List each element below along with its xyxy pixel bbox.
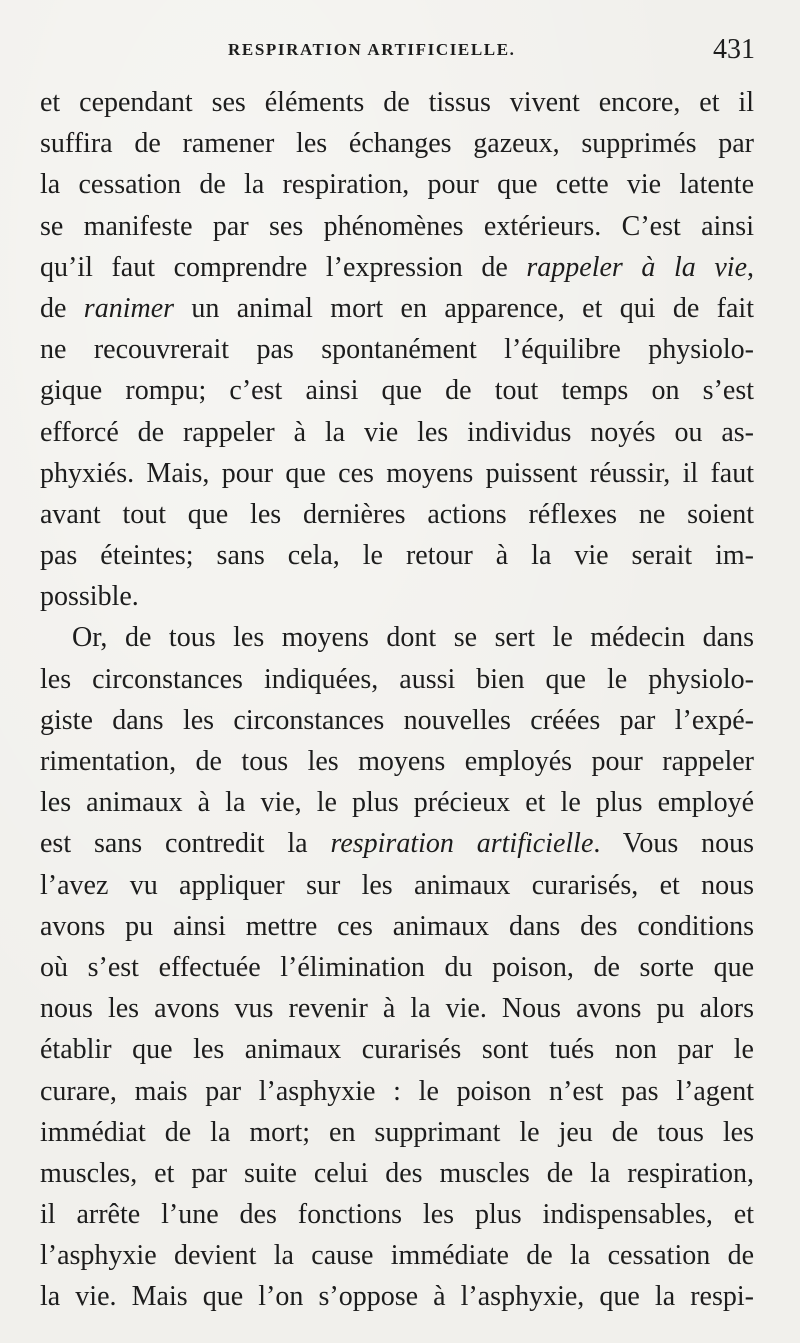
italic-phrase: respiration artificielle [330,828,594,860]
text-line [40,247,754,288]
text-line: suffira de ramener les échanges gazeux, supprimés par [40,128,754,160]
text-line: se manifeste par ses phénomènes extérieurs. C’est ainsi [40,210,754,242]
text-line: avant tout que les dernières actions réflexes ne soient [40,498,754,530]
text-line: les animaux à la vie, le plus précieux et le plus employé [40,787,754,819]
text-line: l’avez vu appliquer sur les animaux curarisés, et nous [40,869,754,901]
text-line [40,288,754,329]
text-line: phyxiés. Mais, pour que ces moyens puissent réussir, il faut [40,457,754,489]
page-number: 431 [713,34,755,65]
page-header [40,34,755,74]
text-line: Or, de tous les moyens dont se sert le médecin dans [72,622,754,654]
text-span: de [40,292,84,324]
text-span: , [747,251,754,283]
text-line: curare, mais par l’asphyxie : le poison n’est pas l’agent [40,1075,754,1107]
text-line: rimentation, de tous les moyens employés pour rappeler [40,746,754,777]
text-line: ne recouvrerait pas spontanément l’équilibre physiolo- [40,334,754,366]
running-title: RESPIRATION ARTIFICIELLE. [228,40,516,59]
italic-phrase: ranimer [83,292,175,324]
text-line: giste dans les circonstances nouvelles créées par l’expé- [40,704,754,736]
text-line: avons pu ainsi mettre ces animaux dans des conditions [40,910,754,942]
text-line: muscles, et par suite celui des muscles de la respiration, [40,1157,754,1189]
italic-phrase: rappeler à la vie [526,251,747,283]
text-line: où s’est effectuée l’élimination du poison, de sorte que [40,951,754,983]
text-line: pas éteintes; sans cela, le retour à la vie serait im- [40,540,754,572]
text-line: gique rompu; c’est ainsi que de tout temps on s’est [40,375,754,407]
text-line: nous les avons vus revenir à la vie. Nous avons pu alors [40,993,754,1025]
text-span: . Vous nous [593,828,754,860]
text-line: immédiat de la mort; en supprimant le jeu de tous les [40,1116,754,1148]
text-line: les circonstances indiquées, aussi bien que le physiolo- [40,663,754,695]
text-line: l’asphyxie devient la cause immédiate de la cessation de [40,1240,754,1272]
text-line: possible. [40,581,139,613]
body-text [40,82,754,1318]
text-line: la vie. Mais que l’on s’oppose à l’asphyxie, que la respi- [40,1281,754,1313]
text-line: il arrête l’une des fonctions les plus indispensables, et [40,1199,754,1231]
text-line: établir que les animaux curarisés sont tués non par le [40,1034,754,1066]
text-line: efforcé de rappeler à la vie les individus noyés ou as- [40,416,754,448]
text-line: la cessation de la respiration, pour que cette vie latente [40,169,754,201]
text-span: qu’il faut comprendre l’expression de [40,251,527,283]
text-line [40,823,754,864]
text-span: un animal mort en apparence, et qui de fait [174,292,754,324]
text-span: est sans contredit la [40,828,331,860]
text-line: et cependant ses éléments de tissus vivent encore, et il [40,87,754,118]
